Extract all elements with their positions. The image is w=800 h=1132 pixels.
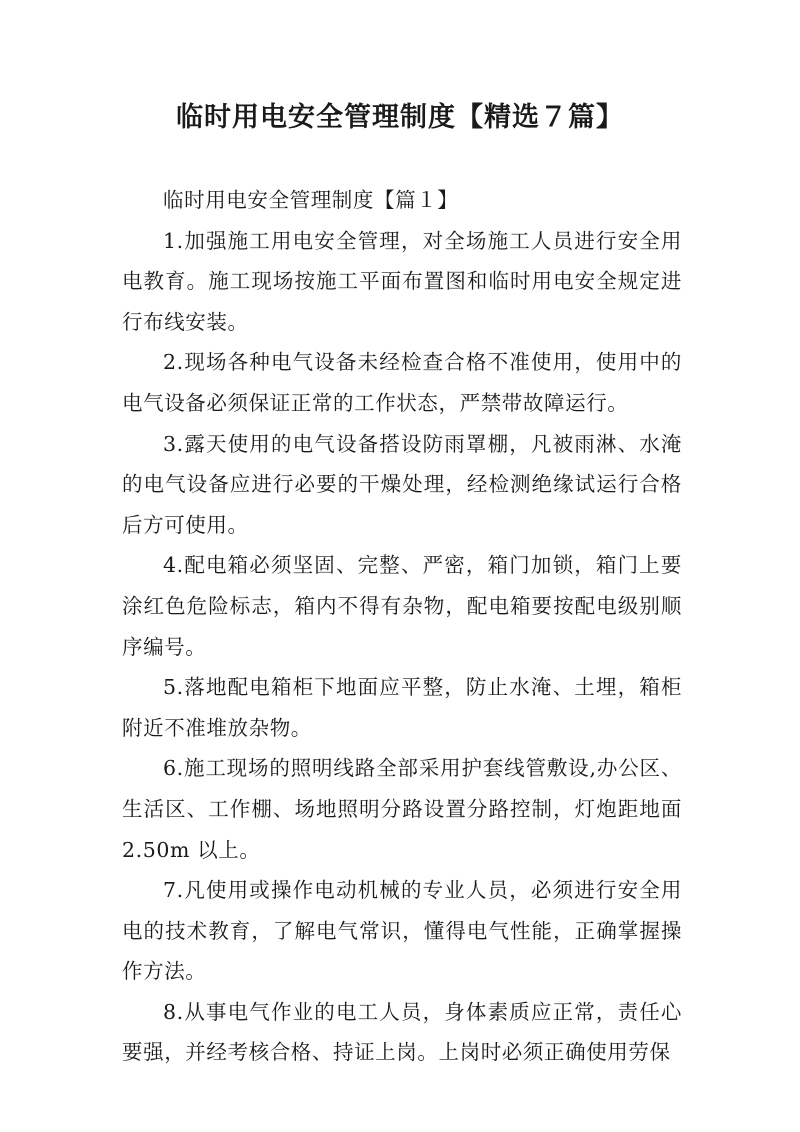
rule-paragraph-6: 6.施工现场的照明线路全部采用护套线管敷设,办公区、生活区、工作棚、场地照明分路设置分路控制，灯炮距地面2.50m 以上。 xyxy=(122,756,682,862)
rule-paragraph-1: 1.加强施工用电安全管理，对全场施工人员进行安全用电教育。施工现场按施工平面布置图和临时用电安全规定进行布线安装。 xyxy=(122,228,682,334)
rule-paragraph-2: 2.现场各种电气设备未经检查合格不准使用，使用中的电气设备必须保证正常的工作状态，严禁带故障运行。 xyxy=(122,350,682,415)
rule-paragraph-8: 8.从事电气作业的电工人员，身体素质应正常，责任心要强，并经考核合格、持证上岗。上岗时必须正确使用劳保 xyxy=(122,999,682,1065)
rule-paragraph-3: 3.露天使用的电气设备搭设防雨罩棚，凡被雨淋、水淹的电气设备应进行必要的干燥处理，经检测绝缘试运行合格后方可使用。 xyxy=(122,431,682,537)
rule-paragraph-5: 5.落地配电箱柜下地面应平整，防止水淹、土埋，箱柜附近不准堆放杂物。 xyxy=(122,675,682,740)
rule-paragraph-4: 4.配电箱必须坚固、完整、严密，箱门加锁，箱门上要涂红色危险标志，箱内不得有杂物，配电箱要按配电级别顺序编号。 xyxy=(122,553,682,659)
document-body xyxy=(122,180,682,1073)
section-heading: 临时用电安全管理制度【篇１】 xyxy=(163,188,459,212)
rule-paragraph-7: 7.凡使用或操作电动机械的专业人员，必须进行安全用电的技术教育，了解电气常识，懂得电气性能，正确掌握操作方法。 xyxy=(122,878,682,984)
document-title: 临时用电安全管理制度【精选７篇】 xyxy=(176,102,624,133)
